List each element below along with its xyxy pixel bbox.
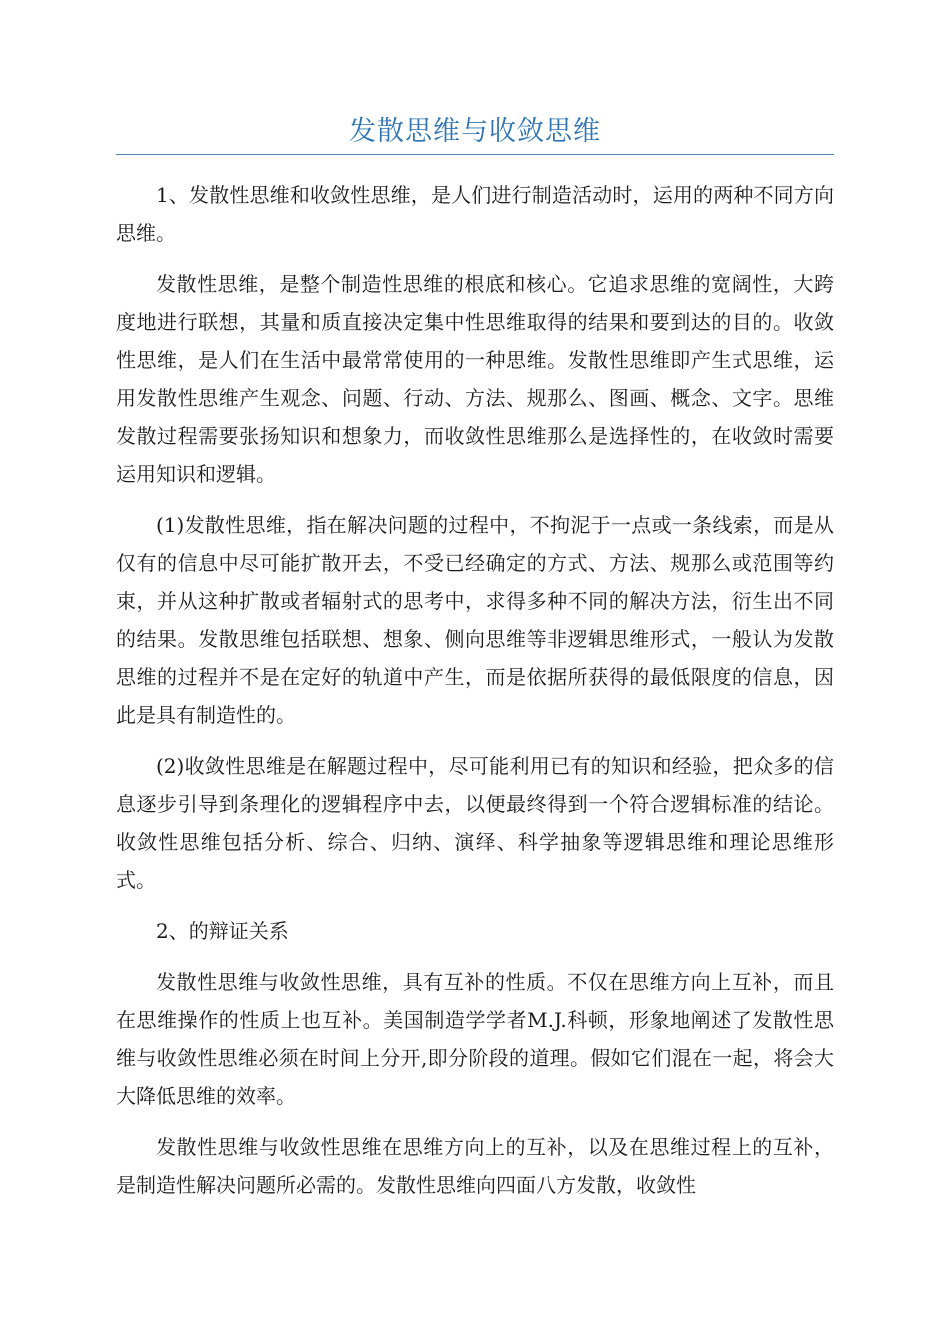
paragraph-4: (2)收敛性思维是在解题过程中，尽可能利用已有的知识和经验，把众多的信息逐步引导到条理化的逻辑程序中去，以便最终得到一个符合逻辑标准的结论。收敛性思维包括分析、综合、归纳、演绎、科学抽象等逻辑思维和理论思维形式。 (116, 754, 834, 892)
paragraph-1: 1、发散性思维和收敛性思维，是人们进行制造活动时，运用的两种不同方向思维。 (116, 183, 834, 245)
paragraph-6: 发散性思维与收敛性思维在思维方向上的互补，以及在思维过程上的互补，是制造性解决问题所必需的。发散性思维向四面八方发散，收敛性 (116, 1135, 834, 1197)
section-heading-2: 2、的辩证关系 (156, 919, 289, 943)
paragraph-3: (1)发散性思维，指在解决问题的过程中，不拘泥于一点或一条线索，而是从仅有的信息中尽可能扩散开去，不受已经确定的方式、方法、规那么或范围等约束，并从这种扩散或者辐射式的思考中，求得多种不同的解决方法，衍生出不同的结果。发散思维包括联想、想象、侧向思维等非逻辑思维形式，一般认为发散思维的过程并不是在定好的轨道中产生，而是依据所获得的最低限度的信息，因此是具有制造性的。 (116, 513, 834, 727)
document-body (116, 176, 834, 1217)
document-title: 发散思维与收敛思维 (349, 116, 601, 147)
paragraph-5: 发散性思维与收敛性思维，具有互补的性质。不仅在思维方向上互补，而且在思维操作的性质上也互补。美国制造学学者M.J.科顿，形象地阐述了发散性思维与收敛性思维必须在时间上分开,即分阶段的道理。假如它们混在一起，将会大大降低思维的效率。 (116, 970, 834, 1108)
paragraph-2: 发散性思维，是整个制造性思维的根底和核心。它追求思维的宽阔性，大跨度地进行联想，其量和质直接决定集中性思维取得的结果和要到达的目的。收敛性思维，是人们在生活中最常常使用的一种思维。发散性思维即产生式思维，运用发散性思维产生观念、问题、行动、方法、规那么、图画、概念、文字。思维发散过程需要张扬知识和想象力，而收敛性思维那么是选择性的，在收敛时需要运用知识和逻辑。 (116, 272, 834, 486)
title-divider (116, 154, 834, 155)
